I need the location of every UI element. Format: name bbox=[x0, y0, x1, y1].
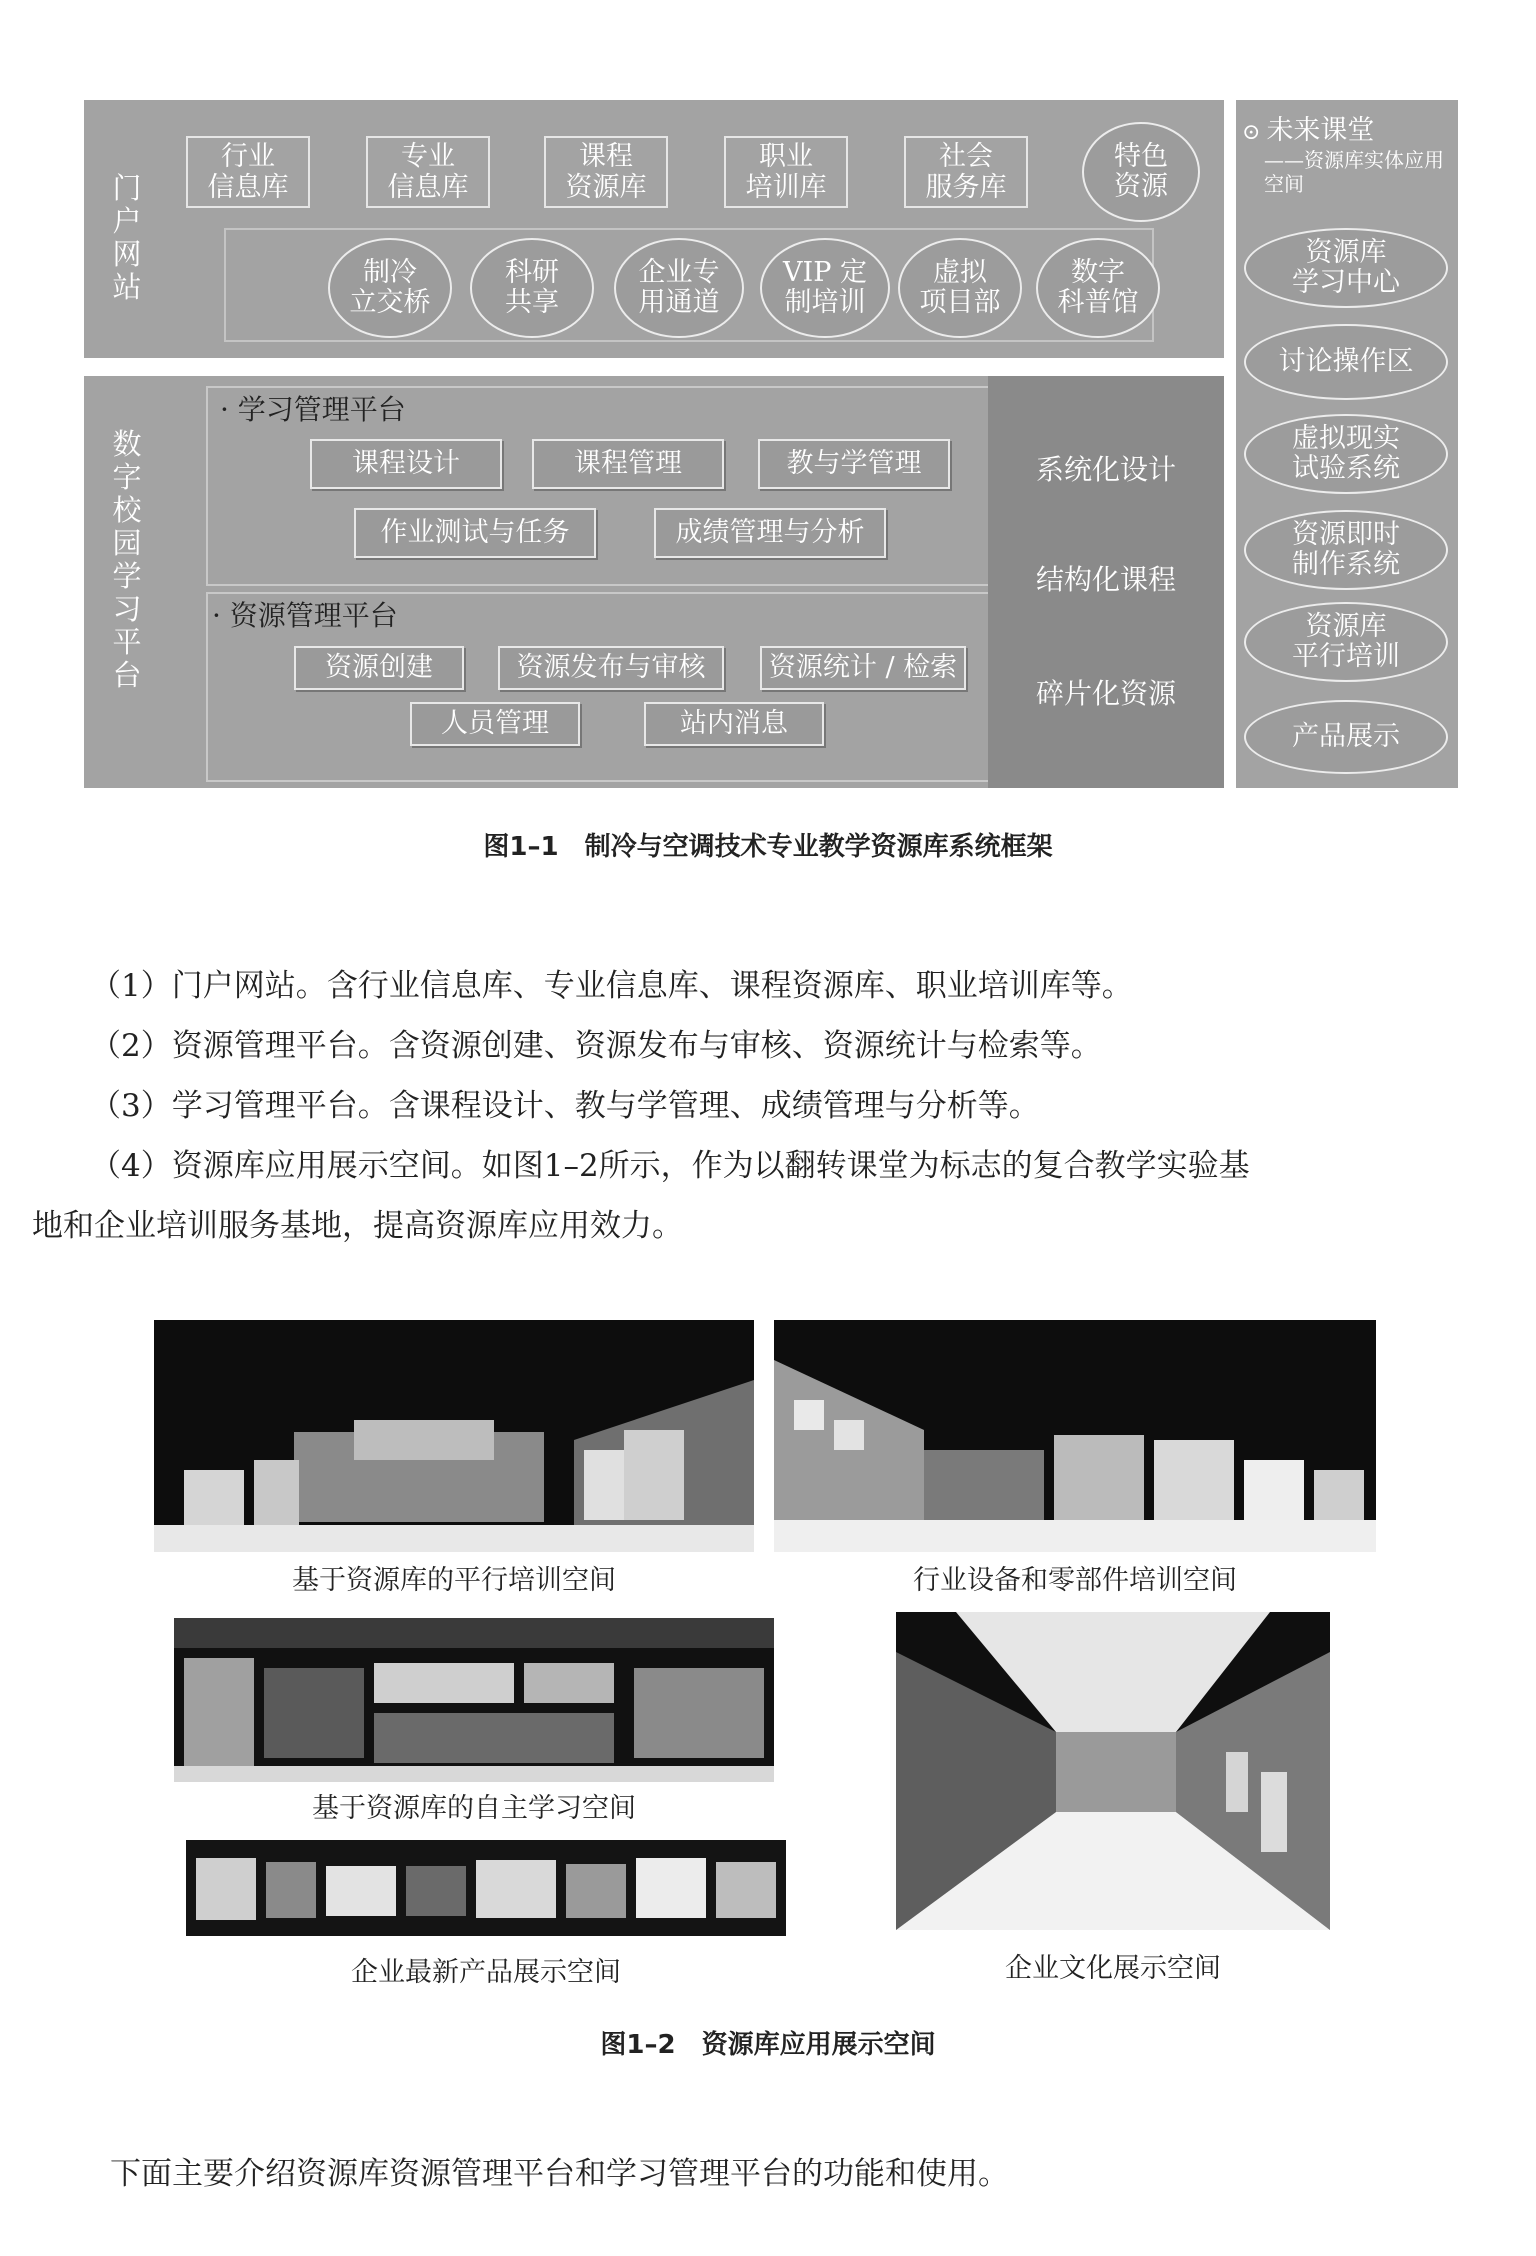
portal-item: 专业 信息库 bbox=[366, 136, 490, 208]
portal-item: 行业 信息库 bbox=[186, 136, 310, 208]
portal-oval: 科研 共享 bbox=[470, 238, 594, 338]
learning-item: 课程管理 bbox=[532, 439, 724, 489]
portal-special-oval: 特色 资源 bbox=[1082, 122, 1200, 222]
learning-item: 课程设计 bbox=[310, 439, 502, 489]
closing-paragraph: 下面主要介绍资源库资源管理平台和学习管理平台的功能和使用。 bbox=[110, 2156, 1009, 2192]
paragraph: （3）学习管理平台。含课程设计、教与学管理、成绩管理与分析等。 bbox=[90, 1088, 1040, 1124]
learning-item: 作业测试与任务 bbox=[354, 508, 596, 558]
paragraph: 地和企业培训服务基地，提高资源库应用效力。 bbox=[32, 1208, 683, 1244]
resource-item: 资源创建 bbox=[294, 646, 464, 690]
design-item: 碎片化资源 bbox=[1035, 677, 1176, 710]
photo-caption: 基于资源库的平行培训空间 bbox=[292, 1565, 616, 1596]
photo-self-learning bbox=[174, 1618, 774, 1782]
portal-oval: 制冷 立交桥 bbox=[328, 238, 452, 338]
future-title: 未来课堂 bbox=[1266, 115, 1375, 146]
portal-item: 课程 资源库 bbox=[544, 136, 668, 208]
future-item: 资源即时 制作系统 bbox=[1244, 510, 1448, 590]
portal-panel bbox=[84, 100, 1224, 358]
photo-caption: 基于资源库的自主学习空间 bbox=[312, 1793, 636, 1824]
photo-parallel-training bbox=[154, 1320, 754, 1552]
portal-label: 门户网站 bbox=[112, 171, 142, 304]
design-item: 系统化设计 bbox=[1035, 453, 1176, 486]
future-item: 产品展示 bbox=[1244, 700, 1448, 774]
paragraph: （2）资源管理平台。含资源创建、资源发布与审核、资源统计与检索等。 bbox=[90, 1028, 1102, 1064]
paragraph: （1）门户网站。含行业信息库、专业信息库、课程资源库、职业培训库等。 bbox=[90, 968, 1133, 1004]
photo-equipment-training bbox=[774, 1320, 1376, 1552]
portal-oval: 数字 科普馆 bbox=[1036, 238, 1160, 338]
future-classroom-panel bbox=[1236, 100, 1458, 788]
system-framework-diagram bbox=[84, 100, 1458, 790]
future-item: 讨论操作区 bbox=[1244, 324, 1448, 400]
future-subtitle: ——资源库实体应用空间 bbox=[1264, 148, 1444, 196]
portal-oval: 虚拟 项目部 bbox=[898, 238, 1022, 338]
future-title-row bbox=[1242, 108, 1374, 147]
design-item: 结构化课程 bbox=[1035, 563, 1176, 596]
photo-caption: 行业设备和零部件培训空间 bbox=[913, 1565, 1237, 1596]
portal-item: 职业 培训库 bbox=[724, 136, 848, 208]
resource-item: 资源发布与审核 bbox=[498, 646, 724, 690]
photo-corporate-culture bbox=[896, 1612, 1330, 1930]
campus-label: 数字校园学习平台 bbox=[112, 427, 142, 692]
future-item: 虚拟现实 试验系统 bbox=[1244, 414, 1448, 494]
photo-caption: 企业文化展示空间 bbox=[1005, 1953, 1221, 1984]
learning-platform-title: · 学习管理平台 bbox=[220, 393, 406, 426]
learning-item: 教与学管理 bbox=[758, 439, 950, 489]
photo-product-display bbox=[186, 1840, 786, 1936]
learning-item: 成绩管理与分析 bbox=[654, 508, 886, 558]
clock-icon: ⊙ bbox=[1242, 120, 1261, 145]
paragraph: （4）资源库应用展示空间。如图1–2所示，作为以翻转课堂为标志的复合教学实验基 bbox=[90, 1148, 1250, 1184]
resource-platform-title: · 资源管理平台 bbox=[212, 599, 398, 632]
future-item: 资源库 平行培训 bbox=[1244, 602, 1448, 682]
campus-panel bbox=[84, 376, 1224, 788]
figure2-caption: 图1–2 资源库应用展示空间 bbox=[600, 2030, 936, 2060]
figure1-caption: 图1–1 制冷与空调技术专业教学资源库系统框架 bbox=[483, 832, 1053, 862]
resource-item: 站内消息 bbox=[644, 702, 824, 746]
portal-item: 社会 服务库 bbox=[904, 136, 1028, 208]
photo-caption: 企业最新产品展示空间 bbox=[351, 1957, 621, 1988]
resource-item: 资源统计 / 检索 bbox=[760, 646, 966, 690]
design-column bbox=[988, 376, 1224, 788]
portal-oval: VIP 定 制培训 bbox=[760, 238, 890, 338]
resource-item: 人员管理 bbox=[410, 702, 580, 746]
future-item: 资源库 学习中心 bbox=[1244, 228, 1448, 308]
portal-oval: 企业专 用通道 bbox=[614, 238, 744, 338]
